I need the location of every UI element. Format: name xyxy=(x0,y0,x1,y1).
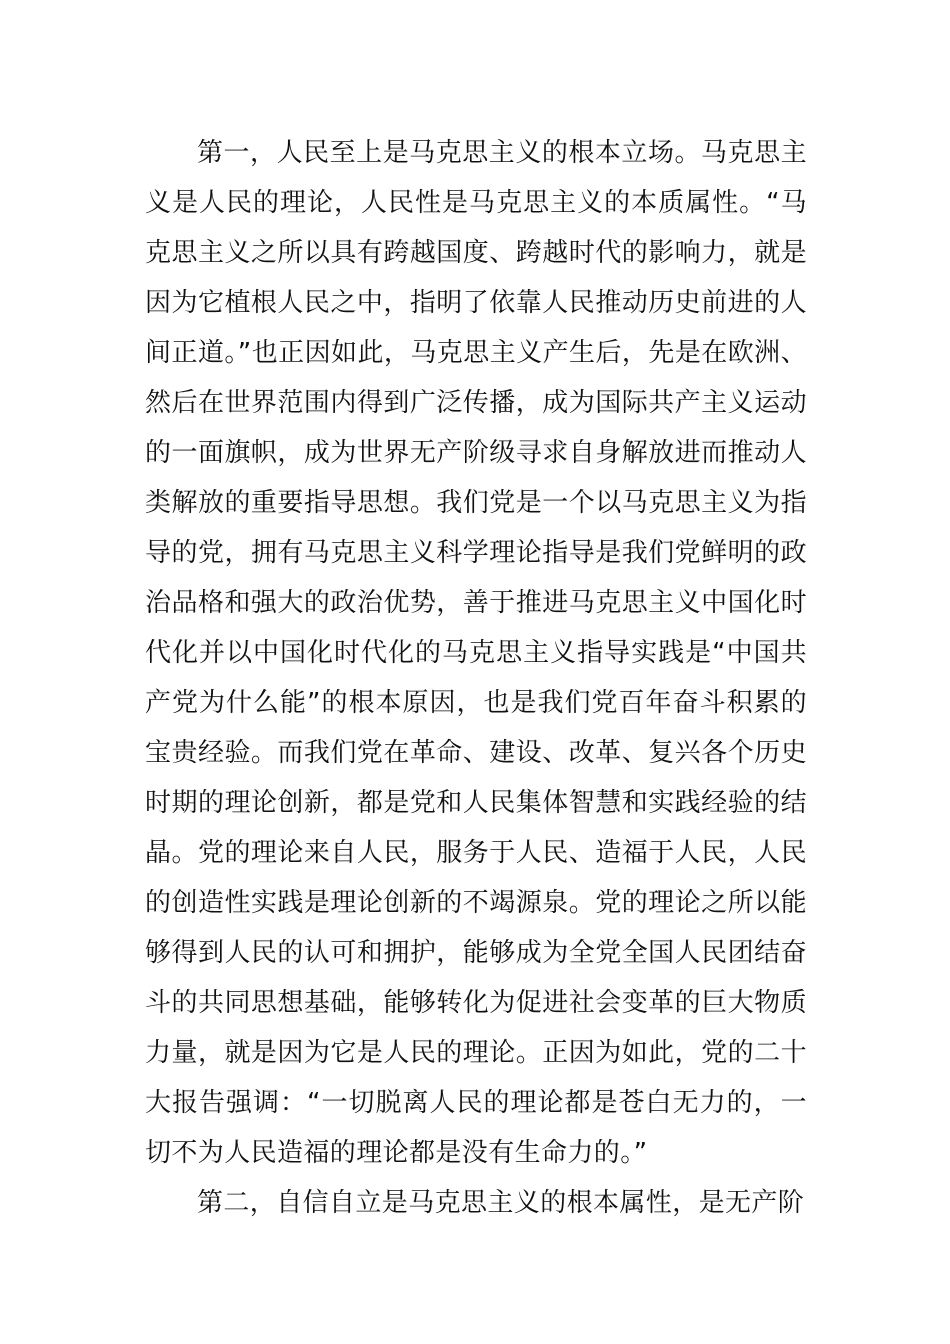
document-page xyxy=(145,128,807,1228)
paragraph-first: 第一，人民至上是马克思主义的根本立场。马克思主义是人民的理论，人民性是马克思主义的本质属性。“马克思主义之所以具有跨越国度、跨越时代的影响力，就是因为它植根人民之中，指明了依靠人民推动历史前进的人间正道。”也正因如此，马克思主义产生后，先是在欧洲、然后在世界范围内得到广泛传播，成为国际共产主义运动的一面旗帜，成为世界无产阶级寻求自身解放进而推动人类解放的重要指导思想。我们党是一个以马克思主义为指导的党，拥有马克思主义科学理论指导是我们党鲜明的政治品格和强大的政治优势，善于推进马克思主义中国化时代化并以中国化时代化的马克思主义指导实践是“中国共产党为什么能”的根本原因，也是我们党百年奋斗积累的宝贵经验。而我们党在革命、建设、改革、复兴各个历史时期的理论创新，都是党和人民集体智慧和实践经验的结晶。党的理论来自人民，服务于人民、造福于人民，人民的创造性实践是理论创新的不竭源泉。党的理论之所以能够得到人民的认可和拥护，能够成为全党全国人民团结奋斗的共同思想基础，能够转化为促进社会变革的巨大物质力量，就是因为它是人民的理论。正因为如此，党的二十大报告强调：“一切脱离人民的理论都是苍白无力的，一切不为人民造福的理论都是没有生命力的。” xyxy=(145,138,807,1168)
paragraph-second: 第二，自信自立是马克思主义的根本属性，是无产阶 xyxy=(197,1188,805,1218)
